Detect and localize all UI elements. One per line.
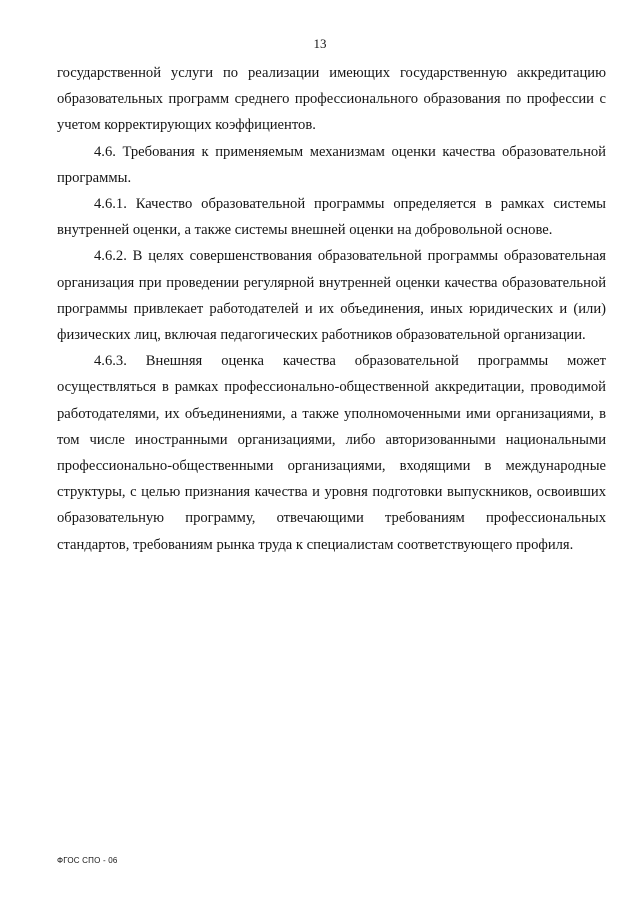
document-code-footer: ФГОС СПО - 06 <box>57 856 118 865</box>
page-number: 13 <box>313 36 327 51</box>
paragraph-4-6-3: 4.6.3. Внешняя оценка качества образовательной программы может осуществляться в рамках профессионально-общественной аккредитации, проводимой работодателями, их объединениями, а также уполномоченными ими организациями, в том числе иностранными организациями, либо авторизованными национальными профессионально-общественными организациями, входящими в международные структуры, с целью признания качества и уровня подготовки выпускников, освоивших образовательную программу, отвечающими требованиям профессиональных стандартов, требованиям рынка труда к специалистам соответствующего профиля. <box>57 353 606 553</box>
paragraph-4-6-2: 4.6.2. В целях совершенствования образовательной программы образовательная организация при проведении регулярной внутренней оценки качества образовательной программы привлекает работодателей и их объединения, иных юридических и (или) физических лиц, включая педагогических работников образовательной организации. <box>57 248 606 344</box>
document-body <box>57 60 606 558</box>
paragraph-continuation: государственной услуги по реализации имеющих государственную аккредитацию образовательных программ среднего профессионального образования по профессии с учетом корректирующих коэффициентов. <box>57 65 606 134</box>
paragraph-4-6-1: 4.6.1. Качество образовательной программы определяется в рамках системы внутренней оценки, а также системы внешней оценки на добровольной основе. <box>57 196 606 239</box>
paragraph-4-6: 4.6. Требования к применяемым механизмам оценки качества образовательной программы. <box>57 143 606 186</box>
